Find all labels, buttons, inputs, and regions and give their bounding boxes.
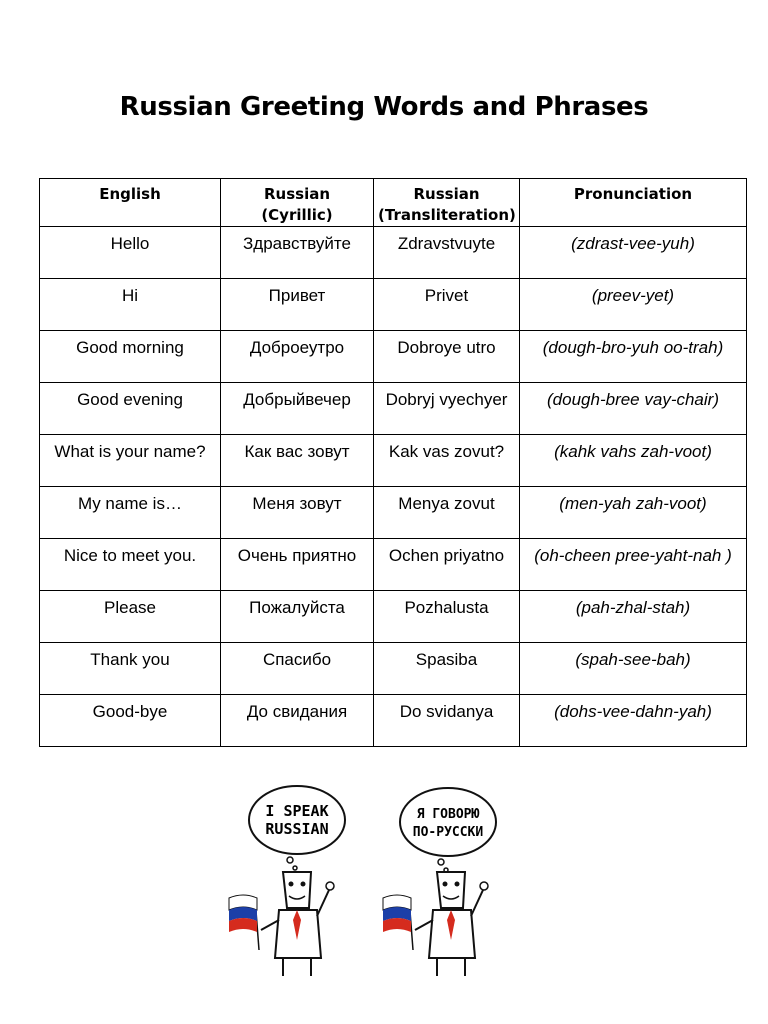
cell-transliteration: Do svidanya: [374, 695, 520, 747]
cell-cyrillic: Спасибо: [221, 643, 374, 695]
cell-english: Please: [40, 591, 221, 643]
left-bubble-line2: RUSSIAN: [265, 820, 329, 838]
cell-pronunciation: (preev-yet): [520, 279, 747, 331]
table-row: [40, 279, 747, 331]
cell-english: My name is…: [40, 487, 221, 539]
left-bubble-line1: I SPEAK: [265, 802, 329, 820]
cell-english: Good morning: [40, 331, 221, 383]
cell-english: Thank you: [40, 643, 221, 695]
table-row: [40, 643, 747, 695]
cell-pronunciation: (zdrast-vee-yuh): [520, 227, 747, 279]
cell-pronunciation: (kahk vahs zah-voot): [520, 435, 747, 487]
illustration: [225, 780, 515, 980]
table-row: [40, 331, 747, 383]
cell-pronunciation: (dough-bro-yuh oo-trah): [520, 331, 747, 383]
cell-cyrillic: Доброеутро: [221, 331, 374, 383]
cell-pronunciation: (dohs-vee-dahn-yah): [520, 695, 747, 747]
table-row: [40, 695, 747, 747]
cell-pronunciation: (men-yah zah-voot): [520, 487, 747, 539]
table-row: [40, 487, 747, 539]
cell-cyrillic: Здравствуйте: [221, 227, 374, 279]
table-row: [40, 227, 747, 279]
cell-english: Good evening: [40, 383, 221, 435]
cell-transliteration: Spasiba: [374, 643, 520, 695]
right-bubble-line2: ПО-РУССКИ: [412, 825, 484, 840]
cell-english: Hi: [40, 279, 221, 331]
left-figure: [229, 786, 345, 976]
cell-pronunciation: (pah-zhal-stah): [520, 591, 747, 643]
cell-transliteration: Pozhalusta: [374, 591, 520, 643]
header-english: English: [40, 179, 221, 227]
cell-cyrillic: Меня зовут: [221, 487, 374, 539]
cell-cyrillic: Как вас зовут: [221, 435, 374, 487]
table-row: [40, 591, 747, 643]
cell-pronunciation: (oh-cheen pree-yaht-nah ): [520, 539, 747, 591]
cell-transliteration: Zdravstvuyte: [374, 227, 520, 279]
cell-transliteration: Menya zovut: [374, 487, 520, 539]
left-russian-flag: [229, 895, 259, 950]
cell-english: What is your name?: [40, 435, 221, 487]
cell-pronunciation: (spah-see-bah): [520, 643, 747, 695]
table-row: [40, 435, 747, 487]
cell-cyrillic: Привет: [221, 279, 374, 331]
right-bubble-line1: Я ГОВОРЮ: [416, 807, 480, 822]
page-title: Russian Greeting Words and Phrases: [119, 92, 649, 122]
cell-cyrillic: Пожалуйста: [221, 591, 374, 643]
table-row: [40, 383, 747, 435]
phrase-table: [39, 178, 747, 747]
cell-cyrillic: До свидания: [221, 695, 374, 747]
cell-transliteration: Dobroye utro: [374, 331, 520, 383]
header-transliteration: Russian (Transliteration): [374, 179, 520, 227]
cell-transliteration: Privet: [374, 279, 520, 331]
cell-english: Good-bye: [40, 695, 221, 747]
cell-cyrillic: Очень приятно: [221, 539, 374, 591]
right-speech-bubble: [400, 788, 496, 856]
cell-english: Hello: [40, 227, 221, 279]
right-figure-head: [437, 872, 465, 908]
right-figure: [383, 788, 496, 976]
cell-english: Nice to meet you.: [40, 539, 221, 591]
right-russian-flag: [383, 895, 413, 950]
left-figure-head: [283, 872, 311, 908]
header-pronunciation: Pronunciation: [520, 179, 747, 227]
cell-transliteration: Ochen priyatno: [374, 539, 520, 591]
table-header-row: [40, 179, 747, 227]
header-cyrillic: Russian (Cyrillic): [221, 179, 374, 227]
cell-pronunciation: (dough-bree vay-chair): [520, 383, 747, 435]
cell-transliteration: Kak vas zovut?: [374, 435, 520, 487]
table-row: [40, 539, 747, 591]
cell-cyrillic: Добрыйвечер: [221, 383, 374, 435]
cell-transliteration: Dobryj vyechyer: [374, 383, 520, 435]
